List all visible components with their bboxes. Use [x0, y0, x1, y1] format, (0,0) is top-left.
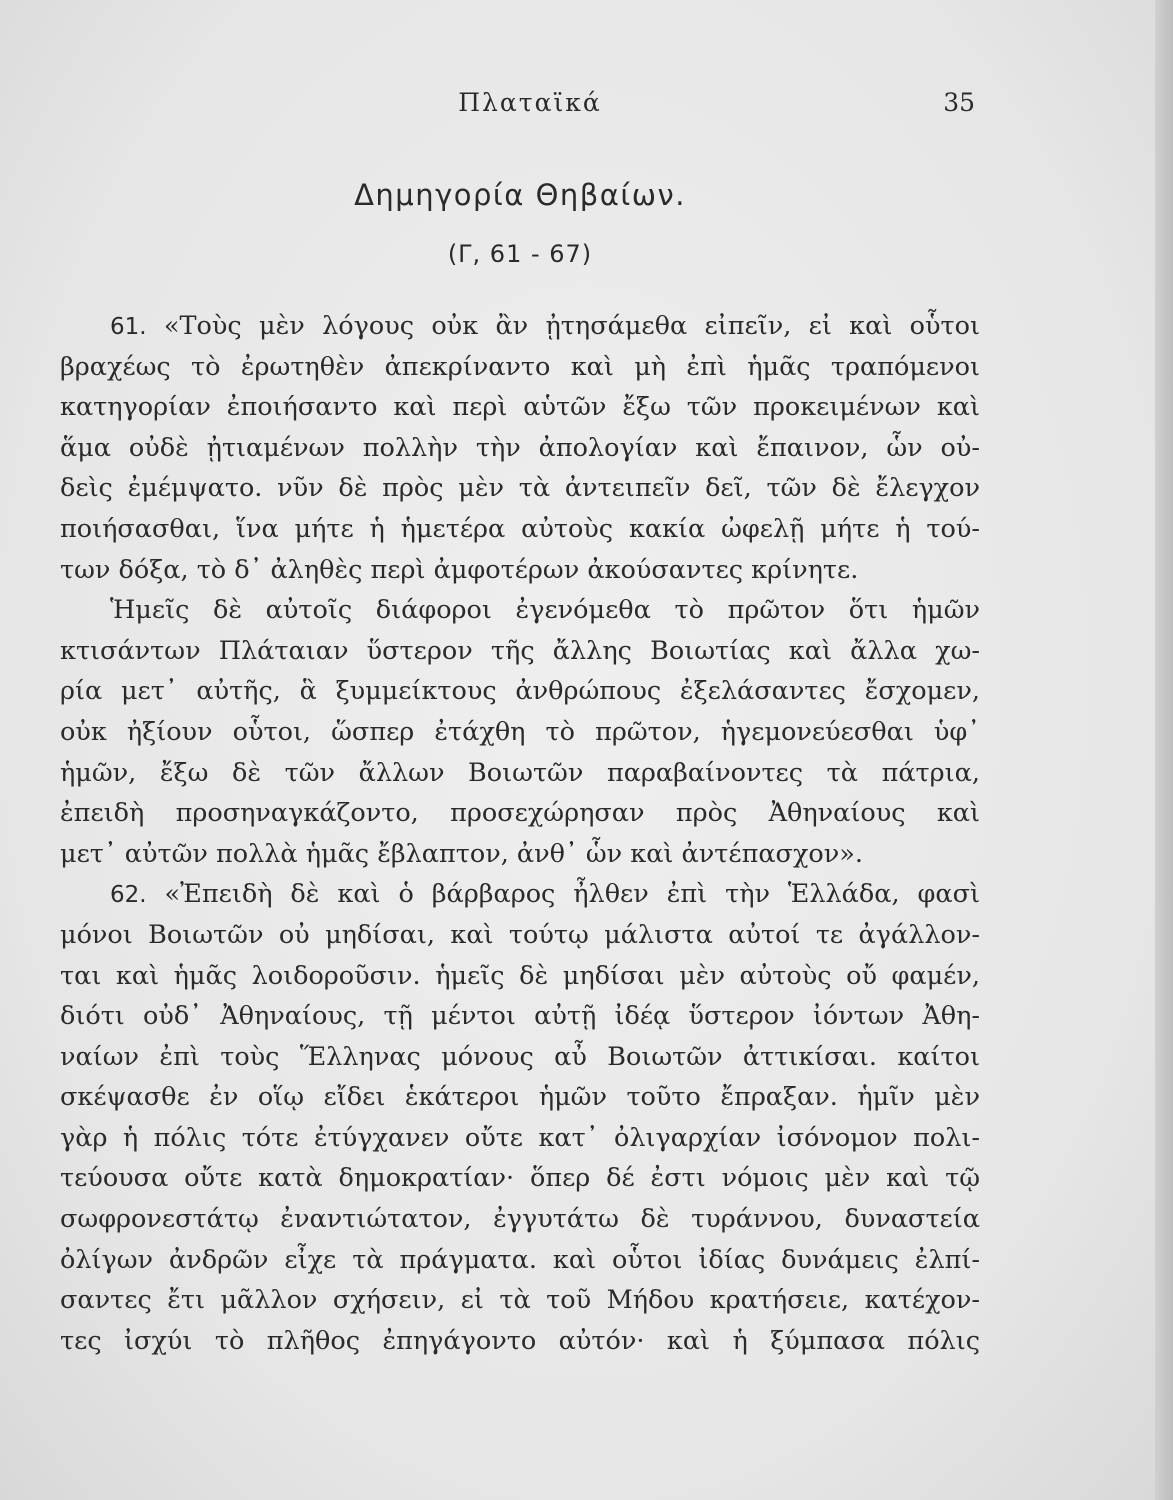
paragraph-number: 62.: [110, 882, 147, 909]
text-line: [60, 306, 980, 347]
running-header: [0, 84, 1173, 124]
section-heading: Δημηγορία Θηβαίων.: [354, 178, 686, 212]
text-line: Ἡμεῖς δὲ αὐτοῖς διάφοροι ἐγενόμεθα τὸ πρῶτον ὅτι ἡμῶν: [110, 595, 980, 626]
text-line: κτισάντων Πλάταιαν ὕστερον τῆς ἄλλης Βοιωτίας καὶ ἄλλα χω-: [60, 635, 980, 666]
running-title: Πλαταϊκά: [458, 88, 602, 117]
page-edge: [1155, 0, 1173, 1500]
text-line: ἐπειδὴ προσηναγκάζοντο, προσεχώρησαν πρὸς Ἀθηναίους καὶ: [60, 798, 980, 829]
text-line: ἡμῶν, ἔξω δὲ τῶν ἄλλων Βοιωτῶν παραβαίνοντες τὰ πάτρια,: [60, 757, 980, 788]
chapter-range: (Γ, 61 - 67): [447, 240, 593, 268]
text-line: ποιήσασθαι, ἵνα μήτε ἡ ἡμετέρα αὐτοὺς κακία ὠφελῇ μήτε ἡ τού-: [60, 513, 980, 544]
text-line: σκέψασθε ἐν οἵῳ εἴδει ἑκάτεροι ἡμῶν τοῦτο ἔπραξαν. ἡμῖν μὲν: [60, 1082, 980, 1113]
text-line: σαντες ἔτι μᾶλλον σχήσειν, εἰ τὰ τοῦ Μήδου κρατήσειε, κατέχον-: [60, 1285, 980, 1316]
text-line: ρία μετ᾽ αὐτῆς, ἃ ξυμμείκτους ἀνθρώπους ἐξελάσαντες ἔσχομεν,: [60, 676, 980, 707]
text-line: μόνοι Βοιωτῶν οὐ μηδίσαι, καὶ τούτῳ μάλιστα αὐτοί τε ἀγάλλον-: [60, 919, 980, 950]
text-line: ὀλίγων ἀνδρῶν εἶχε τὰ πράγματα. καὶ οὗτοι ἰδίας δυνάμεις ἐλπί-: [60, 1244, 980, 1275]
text-line: γὰρ ἡ πόλις τότε ἐτύγχανεν οὔτε κατ᾽ ὀλιγαρχίαν ἰσόνομον πολι-: [60, 1122, 980, 1153]
text-line: βραχέως τὸ ἐρωτηθὲν ἀπεκρίναντο καὶ μὴ ἐπὶ ἡμᾶς τραπόμενοι: [60, 351, 980, 382]
page-number: 35: [943, 88, 975, 117]
text-line: κατηγορίαν ἐποιήσαντο καὶ περὶ αὑτῶν ἔξω τῶν προκειμένων καὶ: [60, 392, 980, 423]
line-text: «Τοὺς μὲν λόγους οὐκ ἂν ᾐτησάμεθα εἰπεῖν, εἰ καὶ οὗτοι: [163, 311, 980, 341]
text-line: τες ἰσχύι τὸ πλῆθος ἐπηγάγοντο αὐτόν· καὶ ἡ ξύμπασα πόλις: [60, 1325, 980, 1356]
text-line: ἅμα οὐδὲ ᾐτιαμένων πολλὴν τὴν ἀπολογίαν καὶ ἔπαινον, ὧν οὐ-: [60, 432, 980, 463]
body-text: [60, 306, 980, 1361]
text-line: σωφρονεστάτῳ ἐναντιώτατον, ἐγγυτάτω δὲ τυράννου, δυναστεία: [60, 1204, 980, 1235]
text-line: δεὶς ἐμέμψατο. νῦν δὲ πρὸς μὲν τὰ ἀντειπεῖν δεῖ, τῶν δὲ ἔλεγχον: [60, 473, 980, 504]
text-line: ται καὶ ἡμᾶς λοιδοροῦσιν. ἡμεῖς δὲ μηδίσαι μὲν αὐτοὺς οὔ φαμέν,: [60, 960, 980, 991]
text-line: οὐκ ἠξίουν οὗτοι, ὥσπερ ἐτάχθη τὸ πρῶτον, ἡγεμονεύεσθαι ὑφ᾽: [60, 716, 980, 747]
text-line: μετ᾽ αὐτῶν πολλὰ ἡμᾶς ἔβλαπτον, ἀνθ᾽ ὧν καὶ ἀντέπασχον».: [60, 838, 863, 869]
text-line: διότι οὐδ᾽ Ἀθηναίους, τῇ μέντοι αὐτῇ ἰδέᾳ ὕστερον ἰόντων Ἀθη-: [60, 1001, 980, 1032]
text-line: ναίων ἐπὶ τοὺς Ἕλληνας μόνους αὖ Βοιωτῶν ἀττικίσαι. καίτοι: [60, 1041, 980, 1072]
text-line: τεύουσα οὔτε κατὰ δημοκρατίαν· ὅπερ δέ ἐστι νόμοις μὲν καὶ τῷ: [60, 1163, 980, 1194]
paragraph-number: 61.: [110, 314, 147, 340]
text-line: των δόξα, τὸ δ᾽ ἀληθὲς περὶ ἀμφοτέρων ἀκούσαντες κρίνητε.: [60, 554, 859, 585]
text-line: [60, 874, 980, 915]
line-text: «Ἐπειδὴ δὲ καὶ ὁ βάρβαρος ἦλθεν ἐπὶ τὴν Ἑλλάδα, φασὶ: [164, 879, 981, 910]
